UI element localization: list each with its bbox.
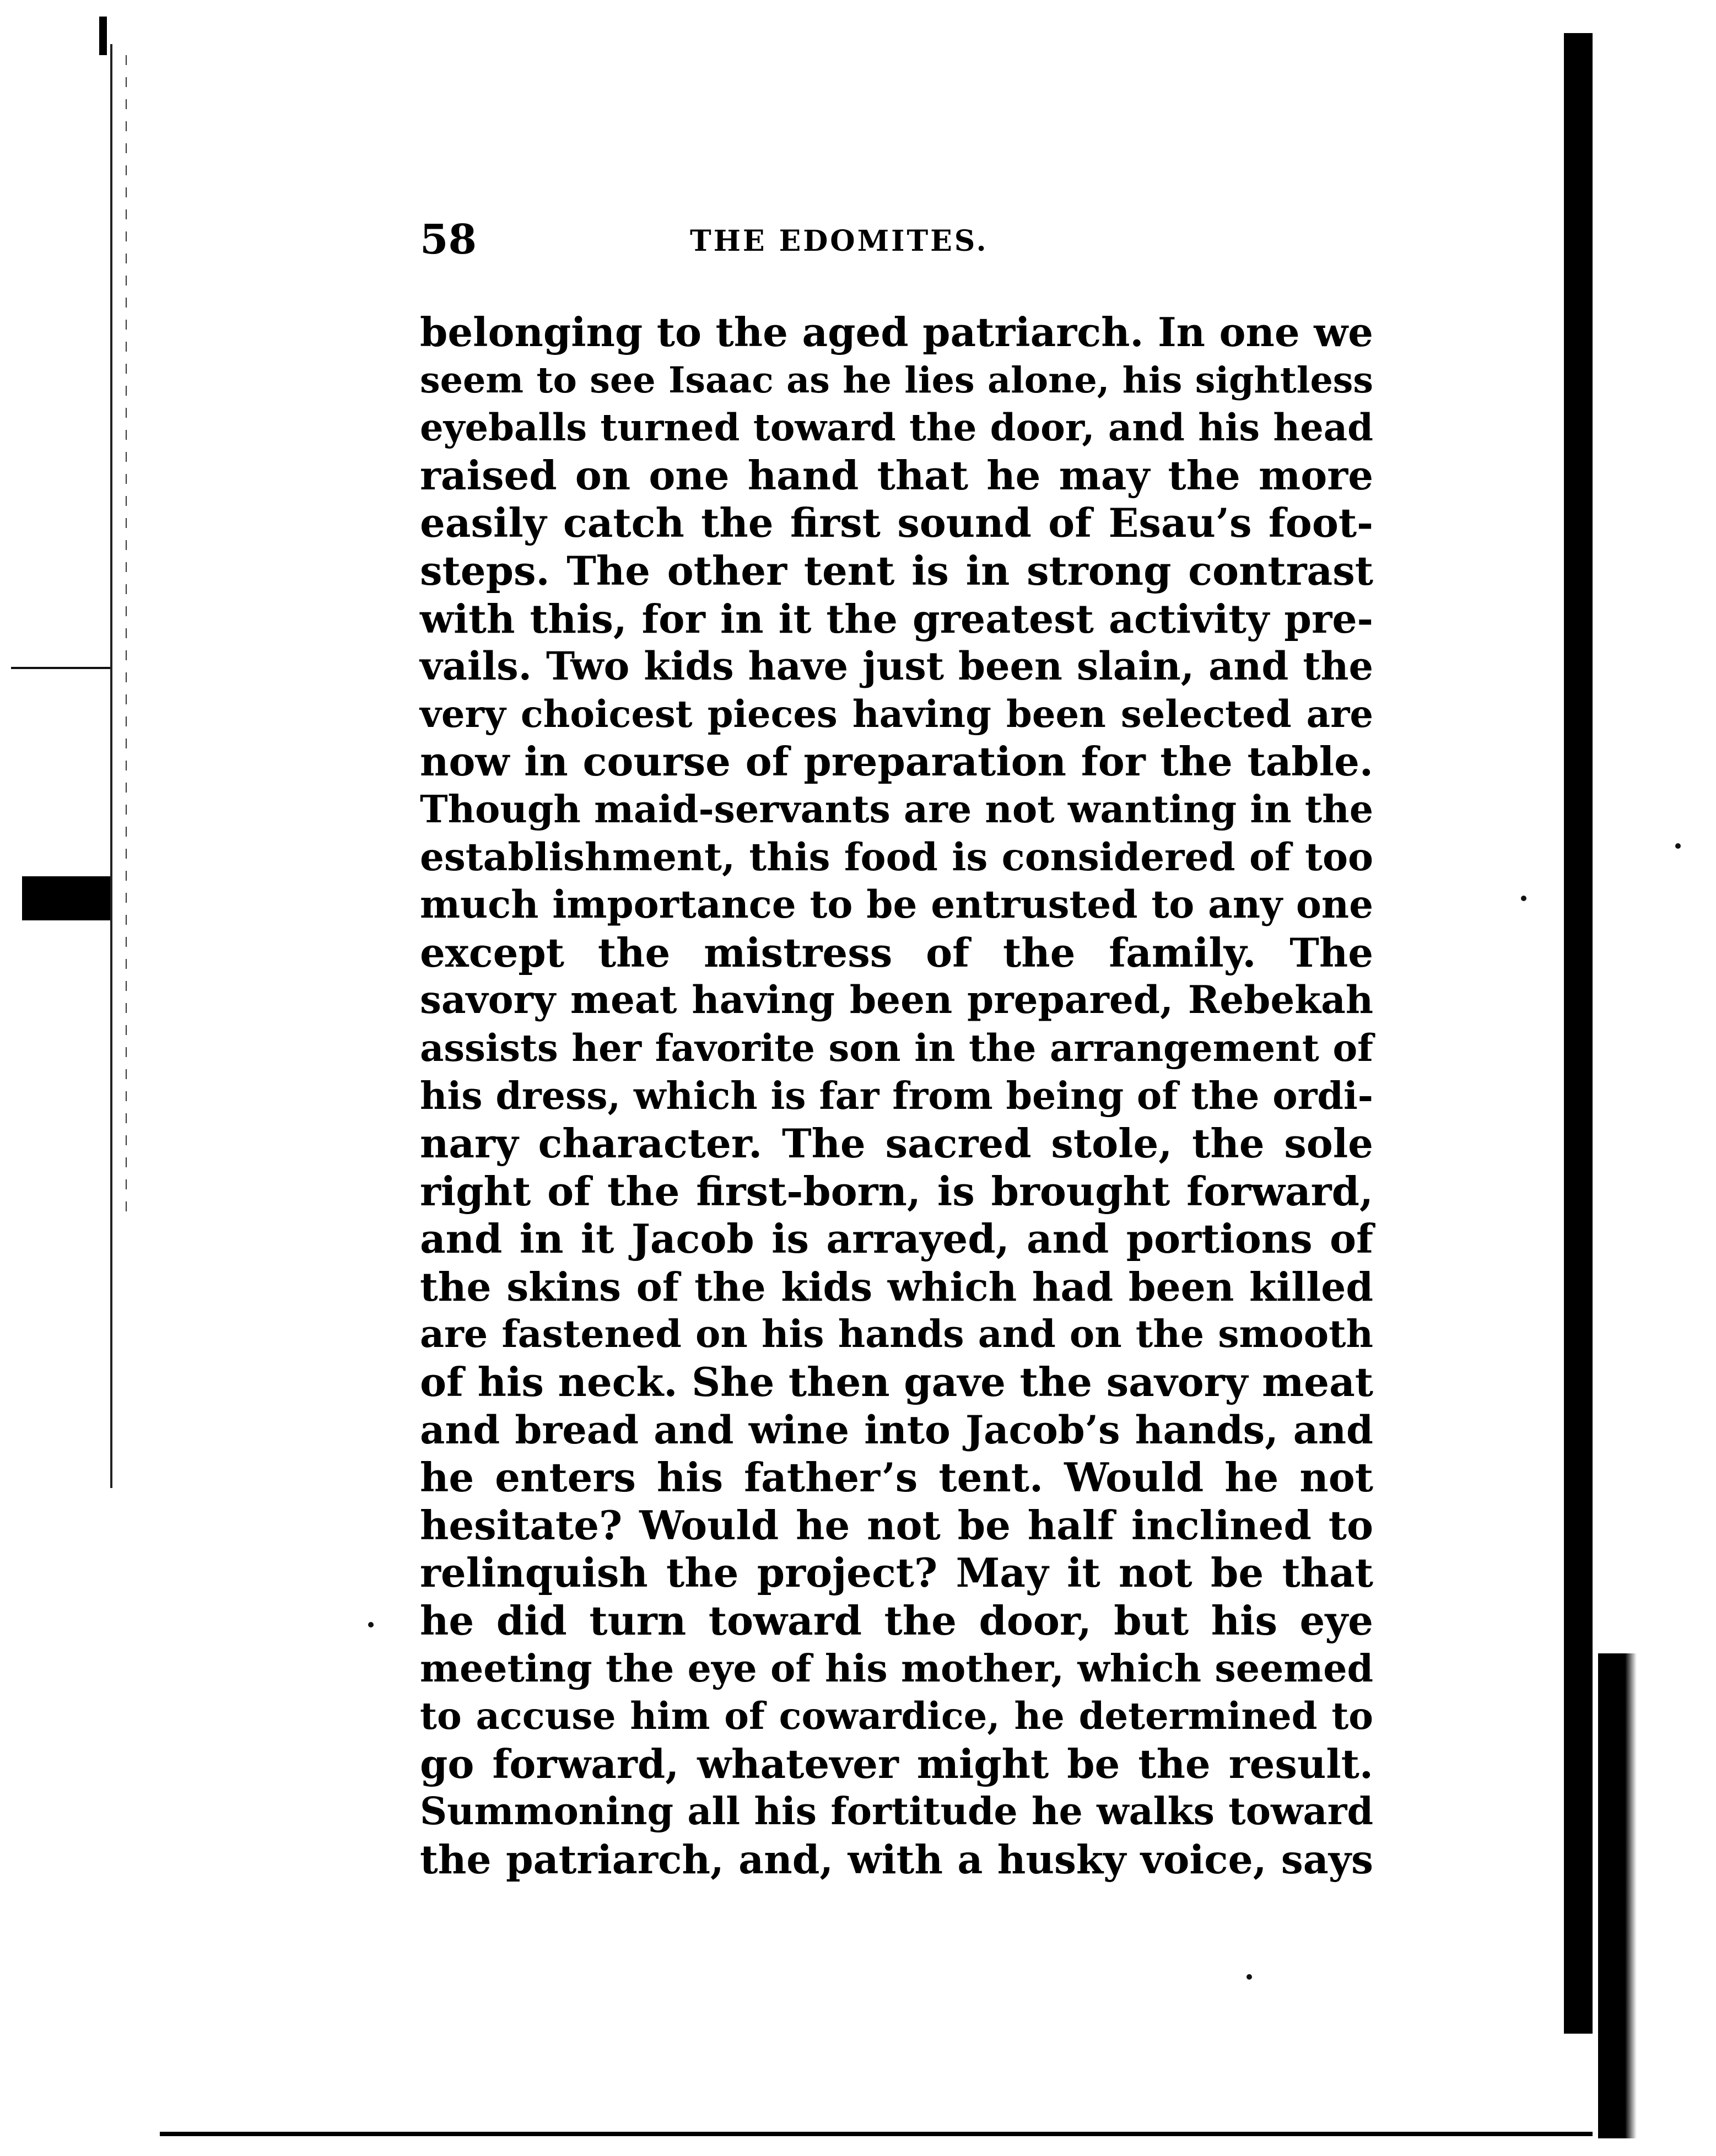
scan-artifact-right-edge-bar bbox=[1564, 33, 1593, 2034]
scan-artifact-right-edge-shadow bbox=[1598, 1653, 1637, 2138]
text-line: steps. The other tent is in strong contrast bbox=[420, 547, 1373, 594]
scan-artifact-left-margin-line bbox=[110, 44, 112, 1488]
text-line: belonging to the aged patriarch. In one we bbox=[420, 309, 1373, 355]
text-line: to accuse him of cowardice, he determined to bbox=[420, 1694, 1373, 1738]
text-line: his dress, which is far from being of the ordi- bbox=[420, 1074, 1373, 1118]
text-line: Though maid-servants are not wanting in the bbox=[420, 787, 1373, 832]
text-line: and in it Jacob is arrayed, and portions of bbox=[420, 1215, 1373, 1263]
text-line: seem to see Isaac as he lies alone, his sightless bbox=[420, 359, 1373, 401]
scan-speck bbox=[1246, 1974, 1252, 1980]
text-line: savory meat having been prepared, Rebekah bbox=[420, 978, 1373, 1023]
text-line: nary character. The sacred stole, the sole bbox=[420, 1120, 1373, 1167]
text-line: Summoning all his fortitude he walks toward bbox=[420, 1790, 1373, 1834]
text-line: with this, for in it the greatest activity pre- bbox=[420, 595, 1373, 642]
body-text bbox=[420, 309, 1373, 1884]
text-line: of his neck. She then gave the savory meat bbox=[420, 1359, 1373, 1406]
text-line: meeting the eye of his mother, which seemed bbox=[420, 1646, 1373, 1691]
scan-speck bbox=[1521, 896, 1526, 901]
text-line: raised on one hand that he may the more bbox=[420, 451, 1373, 499]
text-line: assists her favorite son in the arrangement of bbox=[420, 1026, 1373, 1070]
scan-artifact-left-dotted-line bbox=[126, 55, 127, 1212]
text-line: he enters his father’s tent. Would he not bbox=[420, 1454, 1373, 1501]
text-line: relinquish the project? May it not be that bbox=[420, 1549, 1373, 1597]
scan-artifact-left-black-block bbox=[22, 876, 110, 920]
text-line: go forward, whatever might be the result. bbox=[420, 1740, 1373, 1787]
scan-artifact-bottom-rule bbox=[160, 2132, 1593, 2136]
text-line: except the mistress of the family. The bbox=[420, 929, 1373, 976]
text-line: hesitate? Would he not be half inclined to bbox=[420, 1501, 1373, 1549]
text-line: he did turn toward the door, but his eye bbox=[420, 1597, 1373, 1645]
text-line: vails. Two kids have just been slain, and the bbox=[420, 643, 1373, 689]
text-line: now in course of preparation for the table. bbox=[420, 738, 1373, 785]
scan-speck bbox=[1675, 843, 1681, 849]
text-line: the patriarch, and, with a husky voice, says bbox=[420, 1836, 1373, 1883]
text-line: and bread and wine into Jacob’s hands, and bbox=[420, 1406, 1373, 1453]
text-line: much importance to be entrusted to any one bbox=[420, 882, 1373, 928]
text-line: eyeballs turned toward the door, and his head bbox=[420, 406, 1373, 450]
text-line: right of the first-born, is brought forward, bbox=[420, 1167, 1373, 1215]
scan-speck bbox=[368, 1622, 374, 1627]
scan-artifact-left-horizontal-line bbox=[11, 667, 110, 669]
scan-artifact-left-top-bar bbox=[99, 17, 107, 55]
running-head bbox=[420, 215, 1373, 265]
text-line: very choicest pieces having been selected are bbox=[420, 692, 1373, 736]
text-line: are fastened on his hands and on the smooth bbox=[420, 1312, 1373, 1357]
text-line: establishment, this food is considered of too bbox=[420, 834, 1373, 880]
text-line: the skins of the kids which had been killed bbox=[420, 1263, 1373, 1310]
page-number: 58 bbox=[420, 216, 477, 263]
text-line: easily catch the first sound of Esau’s foot- bbox=[420, 499, 1373, 547]
running-title: THE EDOMITES. bbox=[690, 224, 989, 258]
